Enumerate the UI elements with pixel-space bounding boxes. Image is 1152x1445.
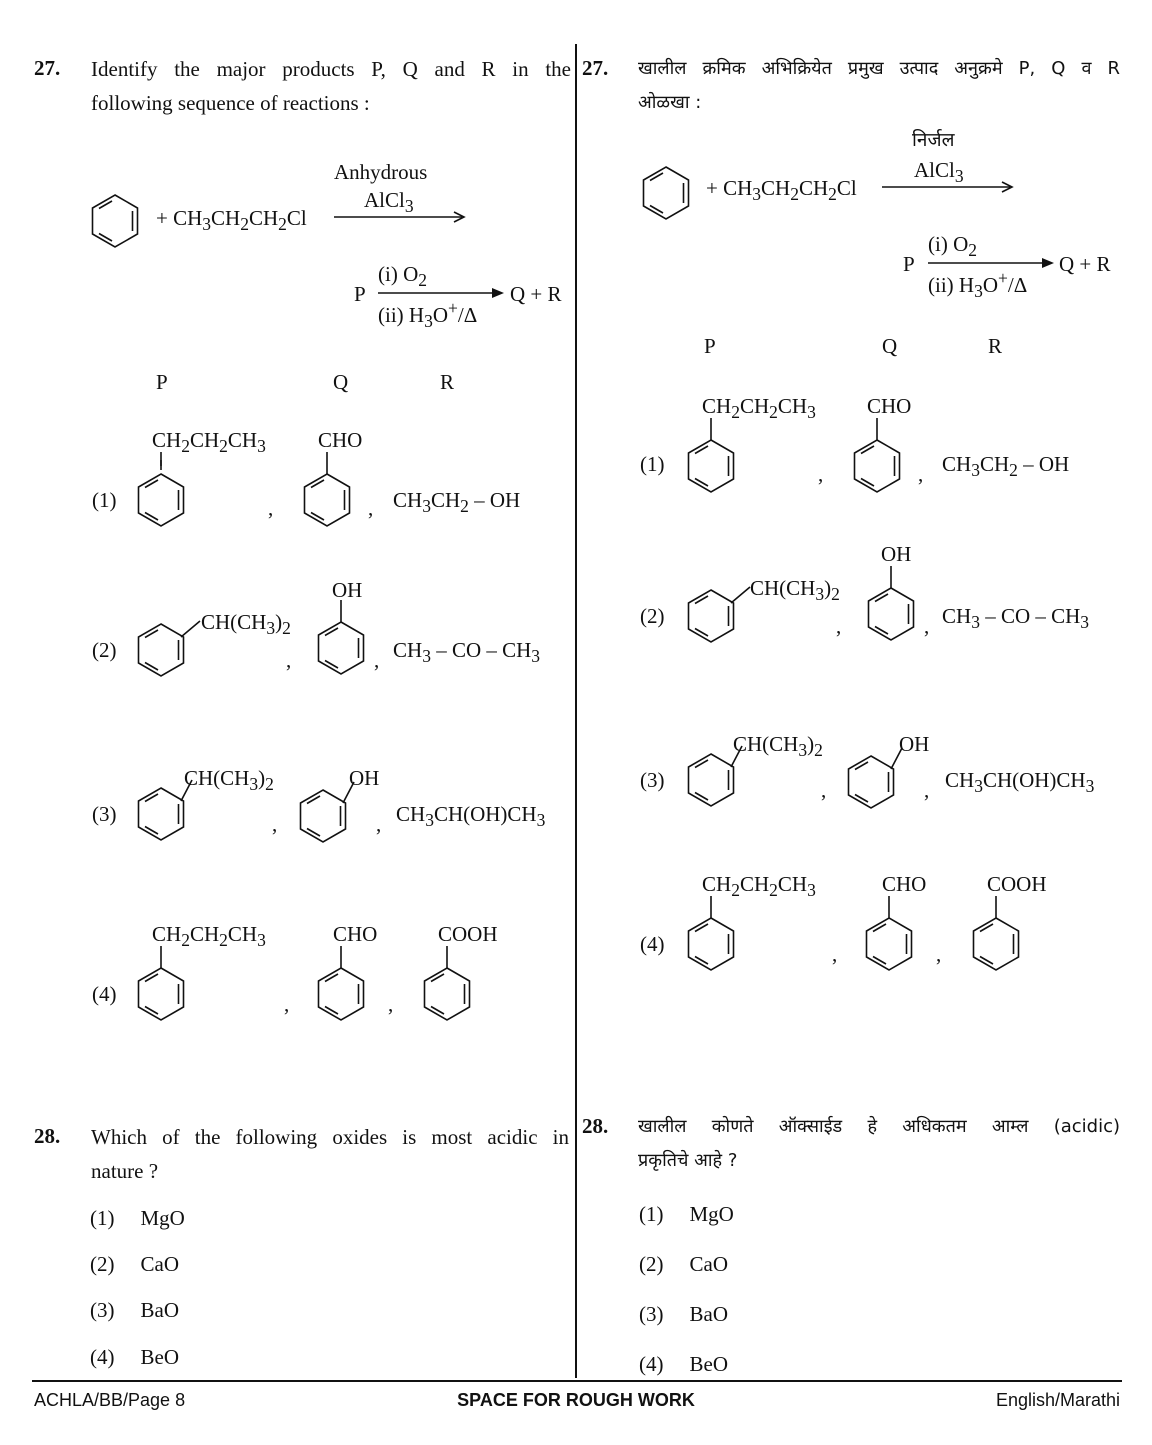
- product-r: $CH_3$ – CO – $CH_3$: [942, 604, 1090, 633]
- reactant-formula: + $CH_3CH_2CH_2Cl$: [706, 176, 857, 205]
- col-header-q: Q: [882, 334, 898, 358]
- comma: ,: [268, 496, 274, 520]
- substituent-label: CHO: [333, 922, 378, 946]
- option-row[interactable]: [90, 1252, 179, 1277]
- comma: ,: [818, 462, 824, 486]
- question-text-line: Which of the following oxides is most acidic in: [91, 1125, 569, 1149]
- col-header-p: P: [156, 370, 168, 394]
- question-number: 28.: [34, 1124, 61, 1148]
- benzene-ring: [85, 190, 145, 252]
- comma: ,: [286, 648, 292, 672]
- step2-products: Q + R: [1059, 252, 1111, 276]
- option-text: MgO: [689, 1202, 734, 1226]
- product-r: $CH_3CH(OH)CH_3$: [945, 768, 1095, 797]
- substituent-label: CHO: [318, 428, 363, 452]
- benzene-ring: [416, 946, 478, 1026]
- substituent-label: OH: [332, 578, 363, 602]
- question-text: [638, 1110, 1120, 1178]
- option-row[interactable]: [639, 1252, 728, 1277]
- benzene-ring: [965, 896, 1027, 976]
- benzene-ring: [130, 946, 192, 1026]
- option-number: (4): [90, 1345, 115, 1369]
- question-text: [91, 52, 571, 120]
- comma: ,: [836, 614, 842, 638]
- option-number: (4): [639, 1352, 664, 1376]
- option-number[interactable]: (2): [92, 638, 117, 662]
- option-number[interactable]: (1): [92, 488, 117, 512]
- comma: ,: [284, 992, 290, 1016]
- col-header-q: Q: [333, 370, 349, 394]
- comma: ,: [924, 614, 930, 638]
- question-text-line: प्रकृतिचे आहे ?: [638, 1150, 738, 1171]
- substituent-label: $CH(CH_3)_2$: [750, 576, 840, 605]
- reaction-arrow-2: [378, 286, 506, 300]
- reaction-arrow: [882, 180, 1016, 194]
- option-number: (2): [639, 1252, 664, 1276]
- step2-p: P: [354, 282, 366, 306]
- reagent-alcl3: AlCl$_3$: [364, 188, 414, 217]
- option-row[interactable]: [639, 1202, 734, 1227]
- option-row[interactable]: [90, 1345, 179, 1370]
- option-number[interactable]: (3): [92, 802, 117, 826]
- option-number[interactable]: (3): [640, 768, 665, 792]
- option-number[interactable]: (4): [640, 932, 665, 956]
- reagent-anhydrous: Anhydrous: [334, 160, 428, 184]
- product-r: $CH_3CH_2$ – OH: [393, 488, 521, 517]
- step2-reagent-bottom: (ii) $H_3O^+/\Delta$: [928, 268, 1028, 302]
- option-text: BeO: [689, 1352, 728, 1376]
- option-text: BaO: [689, 1302, 728, 1326]
- substituent-label: $CH_2CH_2CH_3$: [702, 872, 816, 901]
- step2-reagent-bottom: (ii) $H_3O^+/\Delta$: [378, 298, 478, 332]
- benzene-ring: [130, 460, 192, 530]
- option-text: BaO: [140, 1298, 179, 1322]
- substituent-label: $CH(CH_3)_2$: [201, 610, 291, 639]
- substituent-label: OH: [881, 542, 912, 566]
- comma: ,: [821, 778, 827, 802]
- option-text: CaO: [689, 1252, 728, 1276]
- page-label: ACHLA/BB/Page 8: [34, 1390, 186, 1410]
- product-r: $CH_3CH_2$ – OH: [942, 452, 1070, 481]
- comma: ,: [918, 462, 924, 486]
- option-text: MgO: [140, 1206, 185, 1230]
- reactant-formula: + $CH_3CH_2CH_2Cl$: [156, 206, 307, 235]
- substituent-label: $CH(CH_3)_2$: [733, 732, 823, 761]
- question-text-line: Identify the major products P, Q and R in the: [91, 57, 571, 81]
- col-header-r: R: [988, 334, 1003, 358]
- question-text-line: ओळखा :: [638, 92, 702, 113]
- comma: ,: [376, 812, 382, 836]
- question-number: 28.: [582, 1114, 609, 1138]
- question-text-line: खालील क्रमिक अभिक्रियेत प्रमुख उत्पाद अनुक्रमे P, Q व R: [638, 58, 1120, 79]
- option-number: (1): [639, 1202, 664, 1226]
- benzene-ring: [860, 566, 922, 646]
- substituent-label: $CH_2CH_2CH_3$: [152, 922, 266, 951]
- benzene-ring: [846, 418, 908, 498]
- question-text-line: nature ?: [91, 1159, 159, 1183]
- option-number: (3): [639, 1302, 664, 1326]
- option-number[interactable]: (4): [92, 982, 117, 1006]
- benzene-ring: [636, 162, 696, 224]
- option-number[interactable]: (1): [640, 452, 665, 476]
- option-row[interactable]: [639, 1302, 728, 1327]
- substituent-label: OH: [899, 732, 930, 756]
- step2-reagent-top: (i) $O_2$: [928, 232, 977, 261]
- col-header-r: R: [440, 370, 455, 394]
- option-row[interactable]: [90, 1206, 185, 1231]
- benzene-ring: [310, 946, 372, 1026]
- benzene-ring: [310, 600, 372, 680]
- option-number[interactable]: (2): [640, 604, 665, 628]
- option-text: BeO: [140, 1345, 179, 1369]
- substituent-label: CHO: [882, 872, 927, 896]
- rough-work-label: SPACE FOR ROUGH WORK: [457, 1390, 695, 1410]
- option-row[interactable]: [90, 1298, 179, 1323]
- substituent-label: $CH_2CH_2CH_3$: [152, 428, 266, 457]
- substituent-label: $CH(CH_3)_2$: [184, 766, 274, 795]
- question-text: [91, 1120, 569, 1188]
- benzene-ring: [296, 452, 358, 532]
- substituent-label: COOH: [987, 872, 1047, 896]
- benzene-ring: [858, 896, 920, 976]
- option-text: CaO: [140, 1252, 179, 1276]
- question-text-line: खालील कोणते ऑक्साईड हे अधिकतम आम्ल (acidic): [638, 1116, 1120, 1137]
- option-row[interactable]: [639, 1352, 728, 1377]
- step2-products: Q + R: [510, 282, 562, 306]
- substituent-label: CHO: [867, 394, 912, 418]
- benzene-ring: [680, 572, 760, 648]
- question-text-line: following sequence of reactions :: [91, 91, 370, 115]
- step2-p: P: [903, 252, 915, 276]
- reaction-arrow-2: [928, 256, 1056, 270]
- substituent-label: OH: [349, 766, 380, 790]
- substituent-label: $CH_2CH_2CH_3$: [702, 394, 816, 423]
- footer-divider: [32, 1380, 1122, 1382]
- comma: ,: [272, 812, 278, 836]
- comma: ,: [368, 496, 374, 520]
- column-divider: [575, 44, 577, 1378]
- reaction-arrow: [334, 210, 468, 224]
- benzene-ring: [680, 896, 742, 976]
- product-r: $CH_3$ – CO – $CH_3$: [393, 638, 541, 667]
- question-number: 27.: [34, 56, 61, 80]
- comma: ,: [388, 992, 394, 1016]
- benzene-ring: [680, 418, 742, 498]
- product-r: $CH_3CH(OH)CH_3$: [396, 802, 546, 831]
- reagent-alcl3: AlCl$_3$: [914, 158, 964, 187]
- option-number: (1): [90, 1206, 115, 1230]
- comma: ,: [924, 778, 930, 802]
- col-header-p: P: [704, 334, 716, 358]
- question-number: 27.: [582, 56, 609, 80]
- comma: ,: [936, 942, 942, 966]
- option-number: (2): [90, 1252, 115, 1276]
- benzene-ring: [130, 606, 210, 682]
- language-label: English/Marathi: [995, 1390, 1120, 1410]
- comma: ,: [832, 942, 838, 966]
- question-text: [638, 52, 1120, 120]
- substituent-label: COOH: [438, 922, 498, 946]
- step2-reagent-top: (i) $O_2$: [378, 262, 427, 291]
- reagent-nirjal: निर्जल: [912, 129, 955, 151]
- option-number: (3): [90, 1298, 115, 1322]
- comma: ,: [374, 648, 380, 672]
